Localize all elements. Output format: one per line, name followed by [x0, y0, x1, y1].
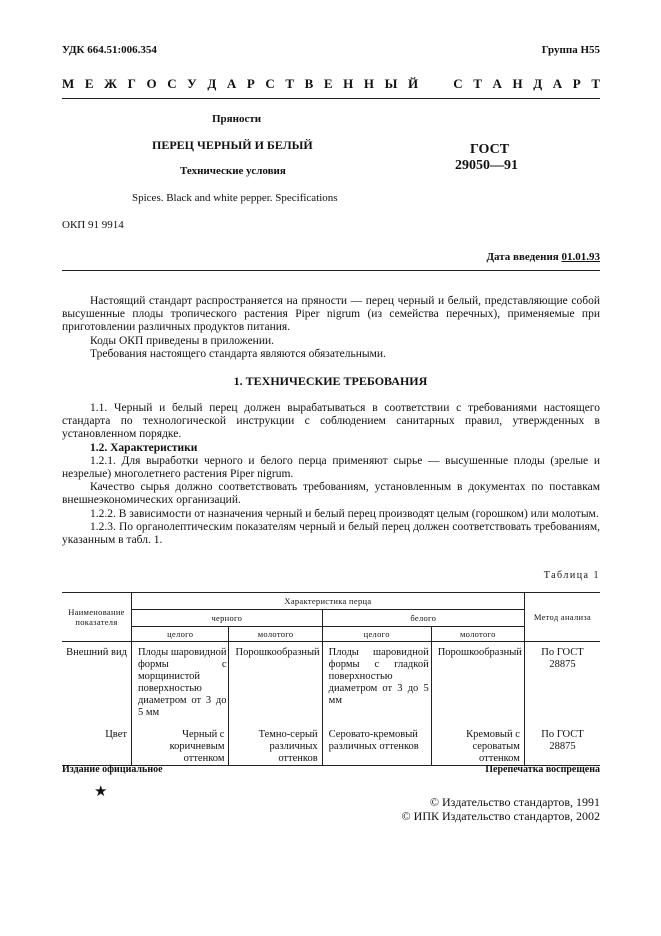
gost-number: 29050—91 — [455, 158, 518, 173]
english-title: Spices. Black and white pepper. Specifications — [132, 192, 338, 204]
header-white-ground: молотого — [431, 627, 524, 642]
header-black: черного — [131, 610, 322, 627]
intro-text — [62, 295, 600, 361]
group-code: Группа Н55 — [541, 44, 600, 56]
table-1 — [62, 592, 600, 766]
header-characteristic: Характеристика перца — [131, 593, 524, 610]
cell-white-whole: Плоды шаровидной формы с гладкой поверхностью диаметром от 3 до 5 мм — [322, 642, 431, 720]
header-rule — [62, 98, 600, 99]
reprint-prohibited: Перепечатка воспрещена — [485, 764, 600, 775]
section1-text — [62, 402, 600, 547]
interstate-standard-heading: М Е Ж Г О С У Д А Р С Т В Е Н Н Ы Й С Т А Н Д А Р Т — [62, 76, 600, 91]
cell-method: По ГОСТ 28875 — [524, 642, 600, 720]
clause-1-2-2: 1.2.2. В зависимости от назначения черный и белый перец производят целым (горошком) или молотым. — [90, 507, 599, 520]
clause-1-2: 1.2. Характеристики — [90, 441, 198, 454]
cell-white-whole: Серовато-кремовый различных оттенков — [322, 719, 431, 766]
category-title: Пряности — [212, 113, 262, 125]
clause-1-1: 1.1. Черный и белый перец должен вырабатываться в соответствии с требованиями настоящего стандарта по технологической инструкции с соблюдением санитарных правил, утвержденных в установленном порядке. — [62, 402, 600, 441]
cell-white-ground: Кремовый с сероватым оттенком — [431, 719, 524, 766]
table-row — [62, 642, 600, 720]
cell-black-whole: Плоды шаровидной формы с морщинистой поверхностью диаметром от 3 до 5 мм — [131, 642, 229, 720]
cell-white-ground: Порошкообразный — [431, 642, 524, 720]
row-name: Внешний вид — [66, 647, 127, 658]
cell-method: По ГОСТ 28875 — [524, 719, 600, 766]
copyright-2002: © ИПК Издательство стандартов, 2002 — [401, 809, 600, 823]
header-method: Метод анализа — [524, 593, 600, 642]
okp-note-paragraph: Коды ОКП приведены в приложении. — [90, 334, 275, 347]
official-edition: Издание официальное — [62, 764, 163, 775]
document-title: ПЕРЕЦ ЧЕРНЫЙ И БЕЛЫЙ — [152, 138, 313, 152]
mandatory-paragraph: Требования настоящего стандарта являются обязательными. — [90, 347, 386, 360]
udk-code: УДК 664.51:006.354 — [62, 44, 157, 56]
star-icon: ★ — [94, 784, 108, 800]
okp-code: ОКП 91 9914 — [62, 219, 124, 231]
header-black-ground: молотого — [229, 627, 322, 642]
header-white: белого — [322, 610, 524, 627]
cell-black-whole: Черный с коричневым оттенком — [131, 719, 229, 766]
table-row — [62, 719, 600, 766]
header-white-whole: целого — [322, 627, 431, 642]
gost-label: ГОСТ — [470, 142, 510, 157]
date-rule — [62, 270, 600, 271]
scope-paragraph: Настоящий стандарт распространяется на пряности — перец черный и белый, представляющие собой высушенные плоды тропического растения Piper nigrum (из семейства перечных), применяемые при приготовлении различных продуктов питания. — [62, 295, 600, 334]
clause-1-2-1-quality: Качество сырья должно соответствовать требованиям, установленным в документах по поставкам внешнеэкономических организаций. — [62, 481, 600, 507]
cell-black-ground: Порошкообразный — [229, 642, 322, 720]
clause-1-2-3: 1.2.3. По органолептическим показателям черный и белый перец должен соответствовать требованиям, указанным в табл. 1. — [62, 520, 600, 547]
introduction-date: Дата введения 01.01.93 — [486, 251, 600, 263]
copyright-1991: © Издательство стандартов, 1991 — [429, 795, 600, 809]
cell-black-ground: Темно-серый различных оттенков — [229, 719, 322, 766]
section-heading: 1. ТЕХНИЧЕСКИЕ ТРЕБОВАНИЯ — [233, 374, 428, 388]
header-black-whole: целого — [131, 627, 229, 642]
clause-1-2-1: 1.2.1. Для выработки черного и белого перца применяют сырье — высушенные плоды (зрелые и незрелые) многолетнего растения Piper nigrum. — [62, 454, 600, 481]
document-subtitle: Технические условия — [180, 165, 286, 177]
table-caption: Таблица 1 — [543, 570, 600, 581]
header-indicator: Наименование показателя — [62, 593, 131, 642]
row-name: Цвет — [105, 729, 127, 740]
